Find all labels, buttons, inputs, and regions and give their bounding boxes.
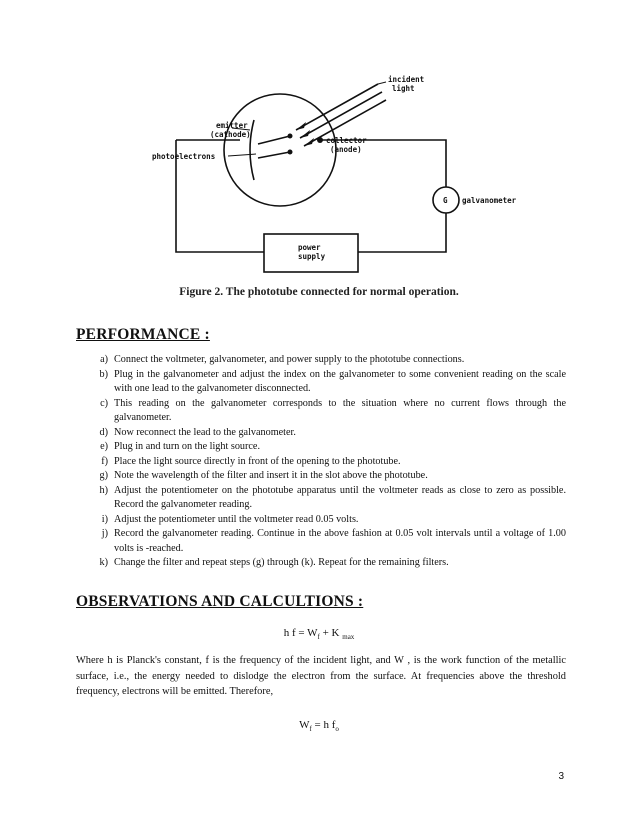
list-item: e) Plug in and turn on the light source. (100, 441, 261, 452)
equation-photoelectric: h $f = W_f + K$ $_{max}$ (283, 627, 355, 642)
label-supply: supply (298, 252, 326, 261)
equation-work-function: $W_f = h$ $f_o$ (299, 719, 339, 734)
performance-heading: PERFORMANCE : (76, 326, 210, 343)
explanation-paragraph: Where h is Planck's constant, f is the frequency of the incident light, and W , is the work function of the metallic surface, i.e., the energy needed to dislodge the electron from the surface. At frequencies above the threshold frequency, electrons will be emitted. Therefore, (76, 655, 566, 697)
phototube-figure (150, 70, 550, 310)
observations-heading: OBSERVATIONS AND CALCULTIONS : (76, 593, 364, 610)
label-anode: (anode) (330, 145, 362, 154)
figure-caption: Figure 2. The phototube connected for normal operation. (179, 286, 459, 298)
label-power: power (298, 243, 321, 252)
cathode-electrode (250, 120, 254, 180)
procedure-steps-list (76, 353, 566, 571)
label-galvanometer: galvanometer (462, 196, 517, 205)
list-item: h) Adjust the potentiometer on the phototube apparatus until the voltmeter reads as close to zero as possible. Record the galvanometer reading. (99, 484, 566, 510)
list-item: d) Now reconnect the lead to the galvanometer. (99, 426, 296, 438)
phototube-envelope (224, 94, 336, 206)
list-item: c) This reading on the galvanometer corresponds to the situation where no current flows through the galvanometer. (100, 397, 566, 423)
label-incident: incident (388, 75, 425, 84)
list-item: g) Note the wavelength of the filter and insert it in the slot above the phototube. (99, 470, 428, 481)
list-item: f) Place the light source directly in front of the opening to the phototube. (101, 455, 401, 467)
label-collector: collector (326, 136, 367, 145)
label-g: G (443, 196, 448, 205)
label-cathode: (cathode) (210, 130, 251, 139)
list-item: i) Adjust the potentiometer until the voltmeter read 0.05 volts. (101, 513, 359, 525)
phototube-circuit-diagram (150, 70, 550, 310)
label-photoelectrons: photoelectrons (152, 152, 216, 161)
circuit-wire-right (358, 213, 446, 252)
list-item: k) Change the filter and repeat steps (g) through (k). Repeat for the remaining filters. (99, 557, 449, 568)
list-item: a) Connect the voltmeter, galvanometer, and power supply to the phototube connections. (100, 354, 465, 365)
list-item: b) Plug in the galvanometer and adjust the index on the galvanometer to some convenient reading on the scale with one lead to the galvanometer disconnected. (99, 368, 566, 394)
label-light: light (392, 84, 415, 93)
list-item: j) Record the galvanometer reading. Continue in the above fashion at 0.05 volt intervals until a voltage of 1.00 volts is -reached. (101, 528, 566, 554)
label-emitter: emitter (216, 121, 248, 130)
page-number: 3 (558, 771, 564, 782)
